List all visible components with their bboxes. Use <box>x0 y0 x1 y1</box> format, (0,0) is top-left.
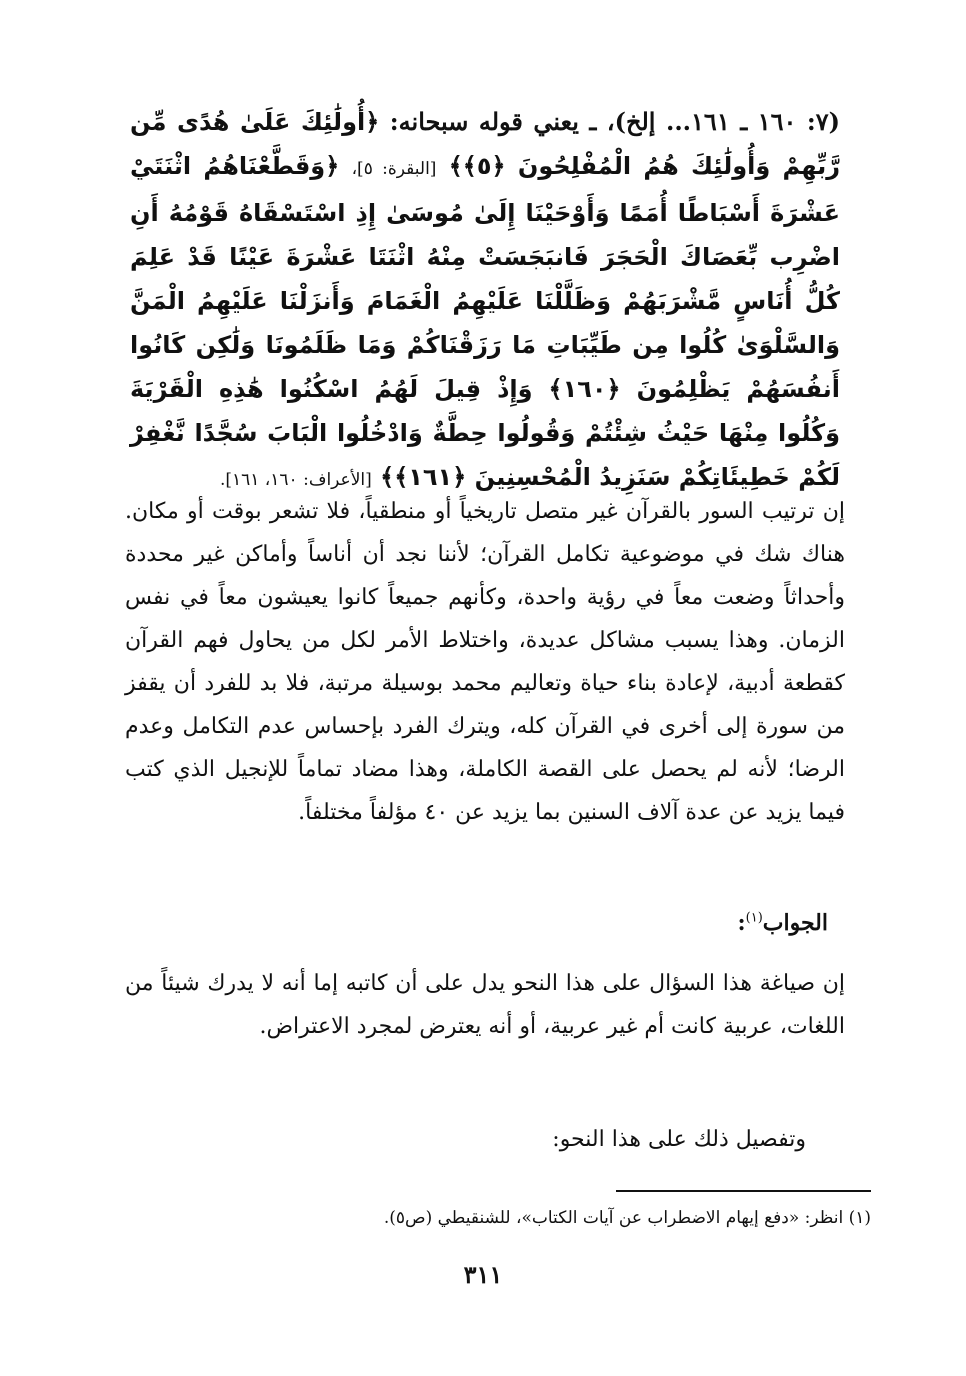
quran-verse-1: ﴿أُولَٰئِكَ عَلَىٰ هُدًى مِّن رَّبِّهِمْ وَأُولَٰئِكَ هُمُ الْمُفْلِحُونَ ﴿٥﴾﴾ <box>130 108 841 180</box>
paragraph-detail-intro: وتفصيل ذلك على هذا النحو: <box>552 1127 806 1152</box>
footnote-text: (١) انظر: «دفع إيهام الاضطراب عن آيات الكتاب»، للشنقيطي (ص٥). <box>383 1208 871 1228</box>
verse-reference-1: [البقرة: ٥]، <box>351 159 437 179</box>
footnote-marker: (١) <box>745 910 763 926</box>
footnote-divider <box>616 1190 871 1192</box>
quran-quote-block <box>130 100 840 502</box>
heading-colon: : <box>737 910 746 936</box>
answer-heading-label: الجواب <box>762 910 828 936</box>
page-number: ٣١١ <box>463 1260 503 1289</box>
verse-reference-2: [الأعراف: ١٦٠، ١٦١]. <box>219 470 372 490</box>
paragraph-objection: إن ترتيب السور بالقرآن غير متصل تاريخياً أو منطقياً، فلا تشعر بوقت أو مكان. هناك شك في موضوعية تكامل القرآن؛ لأننا نجد أن أناساً وأماكن غير محددة وأحداثاً وضعت معاً في رؤية واحدة، وكأنهم جميعاً كانوا يعيشون معاً في نفس الزمان. وهذا يسبب مشاكل عديدة، واختلاط الأمر لكل من يحاول فهم القرآن كقطعة أدبية، لإعادة بناء حياة وتعاليم محمد بوسيلة مرتبة، فلا بد للفرد أن يقفز من سورة إلى أخرى في القرآن كله، ويترك الفرد بإحساس عدم التكامل وعدم الرضا؛ لأنه لم يحصل على القصة الكاملة، وهذا مضاد تماماً للإنجيل الذي كتب فيما يزيد عن عدة آلاف السنين بما يزيد عن ٤٠ مؤلفاً مختلفاً. <box>125 499 845 825</box>
quran-verse-2: ﴿وَقَطَّعْنَاهُمُ اثْنَتَيْ عَشْرَةَ أَسْبَاطًا أُمَمًا وَأَوْحَيْنَا إِلَىٰ مُوسَىٰ إِذِ اسْتَسْقَاهُ قَوْمُهُ أَنِ اضْرِب بِّعَصَاكَ الْحَجَرَ فَانبَجَسَتْ مِنْهُ اثْنَتَا عَشْرَةَ عَيْنًا قَدْ عَلِمَ كُلُّ أُنَاسٍ مَّشْرَبَهُمْ وَظَلَّلْنَا عَلَيْهِمُ الْغَمَامَ وَأَنزَلْنَا عَلَيْهِمُ الْمَنَّ وَالسَّلْوَىٰ كُلُوا مِن طَيِّبَاتِ مَا رَزَقْنَاكُمْ وَمَا ظَلَمُونَا وَلَٰكِن كَانُوا أَنفُسَهُمْ يَظْلِمُونَ ﴿١٦٠﴾ وَإِذْ قِيلَ لَهُمُ اسْكُنُوا هَٰذِهِ الْقَرْيَةَ وَكُلُوا مِنْهَا حَيْثُ شِئْتُمْ وَقُولُوا حِطَّةٌ وَادْخُلُوا الْبَابَ سُجَّدًا نَّغْفِرْ لَكُمْ خَطِيئَاتِكُمْ سَنَزِيدُ الْمُحْسِنِينَ ﴿١٦١﴾﴾ <box>130 152 840 491</box>
quote-intro: (٧: ١٦٠ ـ ١٦١... إلخ)، ـ يعني قوله سبحانه: <box>389 107 840 136</box>
answer-heading <box>738 910 828 936</box>
paragraph-answer: إن صياغة هذا السؤال على هذا النحو يدل على أن كاتبه إما أنه لا يدرك شيئاً من اللغات، عربية كانت أم غير عربية، أو أنه يعترض لمجرد الاعتراض. <box>125 971 845 1039</box>
